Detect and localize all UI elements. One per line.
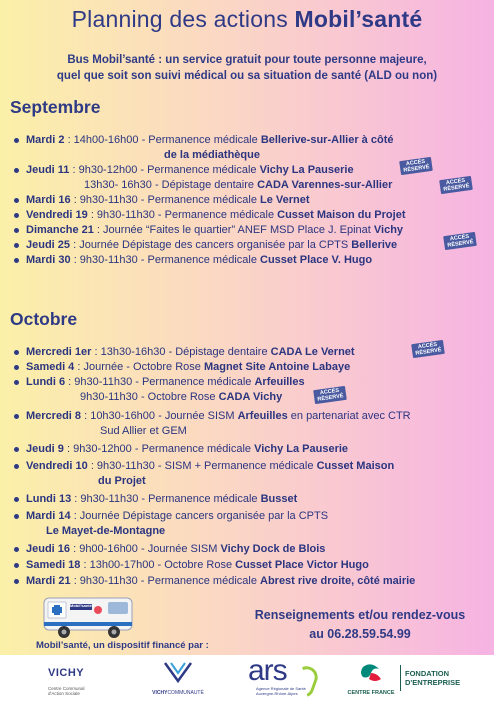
bullet-icon — [14, 243, 19, 248]
list-item: Mercredi 1er : 13h30-16h30 - Dépistage dentaire CADA Le Vernet ACCÈS RÉSERVÉ — [14, 345, 484, 360]
bullet-icon — [14, 514, 19, 519]
list-item: Vendredi 10 : 9h30-11h30 - SISM + Permanence médicale Cusset Maison — [14, 459, 484, 474]
financed-by-label: Mobil’santé, un dispositif financé par : — [36, 640, 209, 651]
list-item: du Projet — [98, 475, 146, 487]
list-item: Dimanche 21 : Journée “Faites le quartier” ANEF MSD Place J. Epinat Vichy — [14, 223, 484, 238]
list-item: Jeudi 16 : 9h00-16h00 - Journée SISM Vichy Dock de Blois — [14, 542, 484, 557]
contact-phone: au 06.28.59.54.99 — [309, 627, 411, 641]
month-heading-september: Septembre — [10, 97, 101, 117]
list-item: Jeudi 9 : 9h30-12h00 - Permanence médicale Vichy La Pauserie — [14, 442, 484, 457]
list-item: Le Mayet-de-Montagne — [46, 525, 166, 537]
partner-logos-footer — [0, 655, 494, 704]
bullet-icon — [14, 138, 19, 143]
contact-line-1: Renseignements et/ou rendez-vous — [254, 608, 466, 622]
bullet-icon — [14, 380, 19, 385]
reserved-access-badge: ACCÈS RÉSERVÉ — [443, 232, 477, 250]
vichy-communaute-logo: VICHYCOMMUNAUTÉ — [148, 661, 208, 696]
bus-illustration — [42, 594, 138, 640]
list-item: Jeudi 11 : 9h30-12h00 - Permanence médicale Vichy La Pauserie ACCÈS RÉSERVÉ — [14, 163, 484, 178]
bullet-icon — [14, 228, 19, 233]
reserved-access-badge: ACCÈS RÉSERVÉ — [439, 176, 473, 194]
bullet-icon — [14, 414, 19, 419]
reserved-access-badge: ACCÈS RÉSERVÉ — [411, 340, 445, 358]
bullet-icon — [14, 579, 19, 584]
ars-logo: ars Agence Régionale de Santé Auvergne-Rhône-Alpes — [248, 656, 306, 696]
list-item: Lundi 6 : 9h30-11h30 - Permanence médicale Arfeuilles — [14, 375, 484, 390]
bullet-icon — [14, 447, 19, 452]
bullet-icon — [14, 198, 19, 203]
list-item: 9h30-11h30 - Octobre Rose CADA Vichy ACCÈS RÉSERVÉ — [14, 390, 484, 405]
october-list — [14, 341, 484, 589]
list-item: Sud Allier et GEM — [100, 425, 187, 437]
bullet-icon — [14, 365, 19, 370]
list-item: Mardi 2 : 14h00-16h00 - Permanence médicale Bellerive-sur-Allier à côté — [14, 133, 484, 148]
bullet-icon — [14, 168, 19, 173]
bullet-icon — [14, 563, 19, 568]
september-list — [14, 133, 484, 268]
list-item: Jeudi 25 : Journée Dépistage des cancers organisée par la CPTS Bellerive ACCÈS RÉSERVÉ — [14, 238, 484, 253]
vichy-communaute-icon — [163, 661, 193, 683]
bullet-icon — [14, 464, 19, 469]
logo-divider — [400, 665, 401, 691]
bullet-icon — [14, 258, 19, 263]
list-item: Samedi 4 : Journée - Octobre Rose Magnet Site Antoine Labaye — [14, 360, 484, 375]
month-heading-october: Octobre — [10, 309, 78, 329]
bullet-icon — [14, 497, 19, 502]
page-subtitle: Bus Mobil’santé : un service gratuit pour toute personne majeure, quel que soit son suivi médical ou sa situation de santé (ALD ou non) — [56, 54, 438, 82]
bullet-icon — [14, 350, 19, 355]
list-item: Mardi 21 : 9h30-11h30 - Permanence médicale Abrest rive droite, côté mairie — [14, 574, 484, 589]
bullet-icon — [14, 547, 19, 552]
bus-label: Mobil’santé — [70, 603, 92, 608]
page-title: Planning des actions Mobil’santé — [71, 6, 423, 32]
reserved-access-badge: ACCÈS RÉSERVÉ — [399, 157, 433, 175]
list-item: Mardi 16 : 9h30-11h30 - Permanence médicale Le Vernet — [14, 193, 484, 208]
list-item: Samedi 18 : 13h00-17h00 - Octobre Rose Cusset Place Victor Hugo — [14, 558, 484, 573]
list-item: Mardi 14 : Journée Dépistage cancers organisée par la CPTS — [14, 509, 484, 524]
list-item: Vendredi 19 : 9h30-11h30 - Permanence médicale Cusset Maison du Projet — [14, 208, 484, 223]
list-item: Lundi 13 : 9h30-11h30 - Permanence médicale Busset — [14, 492, 484, 507]
reserved-access-badge: ACCÈS RÉSERVÉ — [313, 386, 347, 404]
fondation-logo: FONDATION D'ENTREPRISE — [405, 669, 461, 687]
vichy-ccas-logo: VICHY Centre Communal d'Action Sociale — [48, 667, 85, 696]
list-item: de la médiathèque — [164, 149, 260, 161]
bullet-icon — [14, 213, 19, 218]
list-item: Mardi 30 : 9h30-11h30 - Permanence médicale Cusset Place V. Hugo — [14, 253, 484, 268]
credit-agricole-logo: CENTRE FRANCE — [346, 663, 396, 696]
credit-agricole-icon — [359, 663, 383, 685]
list-item: Mercredi 8 : 10h30-16h00 - Journée SISM Arfeuilles en partenariat avec CTR — [14, 409, 484, 424]
list-item: 13h30- 16h30 - Dépistage dentaire CADA Varennes-sur-Allier ACCÈS RÉSERVÉ — [14, 178, 484, 193]
